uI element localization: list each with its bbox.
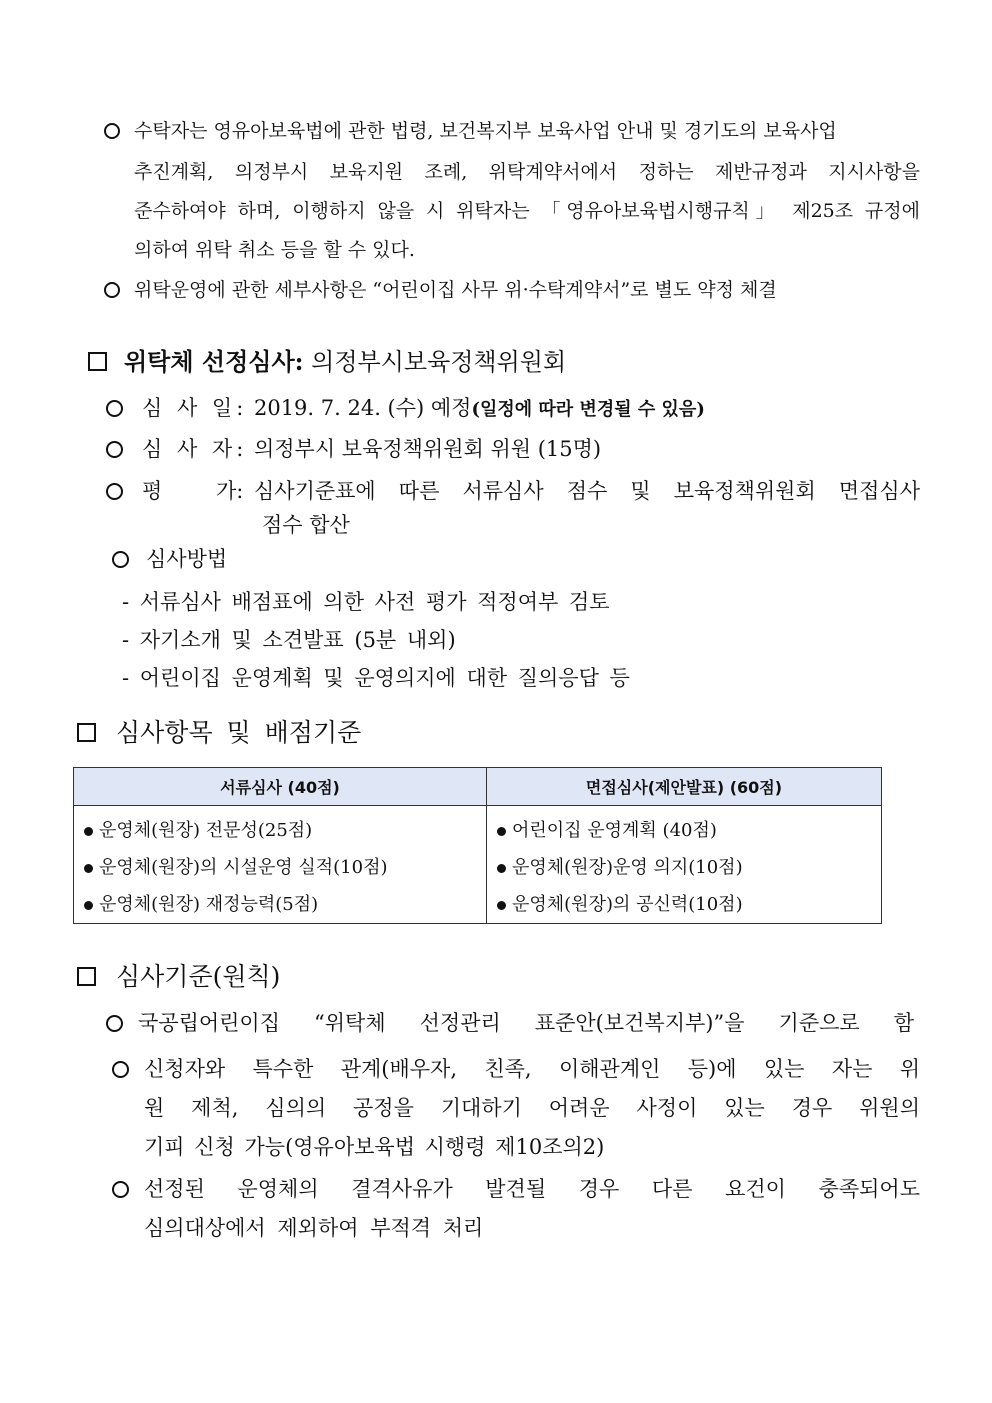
- list-item: [497, 812, 881, 849]
- interview-header: 면접심사(제안발표) (60점): [487, 768, 882, 806]
- scoring-heading: [116, 713, 361, 749]
- list-item: [497, 886, 881, 923]
- exam-eval-label-1: 평: [142, 479, 163, 503]
- criteria-3-text: 심의대상에서 제외하여 부적격 처리: [144, 1216, 484, 1240]
- intro-bullet-2: [134, 275, 777, 302]
- criteria-2-line-2: [144, 1092, 920, 1122]
- method-item: [122, 586, 610, 616]
- dot-bullet-icon: [497, 901, 506, 910]
- list-item-text: 운영체(원장) 전문성(25점): [99, 820, 313, 841]
- criteria-heading: [116, 957, 280, 993]
- exam-eval-line-2: [262, 509, 350, 539]
- text-line: 추진계획, 의정부시 보육지원 조례, 위탁계약서에서 정하는 제반규정과 지시사항을: [134, 161, 920, 183]
- list-item: [497, 849, 881, 886]
- circle-bullet-icon: [112, 1181, 129, 1198]
- table-body-row: [74, 806, 882, 924]
- criteria-2-text: 기피 신청 가능(영유아보육법 시행령 제10조의2): [144, 1135, 605, 1159]
- method-item-text: - 서류심사 배점표에 의한 사전 평가 적정여부 검토: [122, 590, 610, 614]
- selection-heading-bold: 위탁체 선정심사:: [124, 347, 304, 376]
- table-header-row: [74, 768, 882, 806]
- text-line: 의하여 위탁 취소 등을 할 수 있다.: [134, 239, 415, 261]
- method-item: [122, 662, 630, 692]
- circle-bullet-icon: [104, 282, 120, 298]
- circle-bullet-icon: [104, 123, 120, 139]
- dot-bullet-icon: [497, 827, 506, 836]
- exam-judges-value: 의정부시 보육정책위원회 위원 (15명): [247, 437, 602, 461]
- interview-cell: [487, 806, 882, 924]
- intro-bullet-1-line-2: [134, 157, 920, 184]
- circle-bullet-icon: [106, 483, 123, 500]
- method-item-text: - 자기소개 및 소견발표 (5분 내외): [122, 628, 456, 652]
- intro-bullet-1-line-1: [134, 116, 920, 143]
- intro-bullet-1-line-3: [134, 196, 920, 223]
- exam-date-note: (일정에 따라 변경될 수 있음): [471, 399, 705, 420]
- exam-date-value: 2019. 7. 24. (수) 예정: [247, 396, 472, 420]
- exam-judges: [142, 433, 601, 463]
- list-item-text: 운영체(원장) 재정능력(5점): [99, 894, 319, 915]
- exam-method: [146, 543, 227, 573]
- criteria-2-line-1: [144, 1053, 920, 1083]
- dot-bullet-icon: [84, 827, 93, 836]
- circle-bullet-icon: [112, 551, 129, 568]
- scoring-heading-text: 심사항목 및 배점기준: [116, 718, 362, 747]
- criteria-3-text: 선정된 운영체의 결격사유가 발견될 경우 다른 요건이 충족되어도: [144, 1177, 920, 1201]
- list-item: [84, 849, 486, 886]
- circle-bullet-icon: [106, 441, 123, 458]
- exam-judges-label: 심 사 자:: [142, 437, 248, 461]
- exam-date: [142, 392, 705, 422]
- square-bullet-icon: [88, 352, 107, 371]
- criteria-2-text: 신청자와 특수한 관계(배우자, 친족, 이해관계인 등)에 있는 자는 위: [144, 1057, 920, 1081]
- circle-bullet-icon: [112, 1061, 129, 1078]
- selection-heading-rest: 의정부시보육정책위원회: [303, 348, 567, 376]
- criteria-2-line-3: [144, 1131, 604, 1161]
- exam-eval-value-2: 점수 합산: [262, 513, 350, 537]
- method-item: [122, 624, 456, 654]
- doc-review-cell: [74, 806, 487, 924]
- criteria-2-text: 원 제척, 심의의 공정을 기대하기 어려운 사정이 있는 경우 위원의: [144, 1096, 920, 1120]
- criteria-1: [138, 1007, 914, 1037]
- text-line: 위탁운영에 관한 세부사항은 “어린이집 사무 위·수탁계약서”로 별도 약정 체결: [134, 279, 777, 301]
- list-item-text: 운영체(원장)의 시설운영 실적(10점): [99, 857, 388, 878]
- list-item-text: 운영체(원장)의 공신력(10점): [512, 894, 743, 915]
- doc-review-header: 서류심사 (40점): [74, 768, 487, 806]
- selection-heading: [124, 342, 566, 377]
- scoring-table: [73, 767, 882, 924]
- dot-bullet-icon: [84, 864, 93, 873]
- intro-bullet-1-line-4: [134, 235, 415, 262]
- circle-bullet-icon: [106, 1015, 123, 1032]
- exam-eval-label-2: 가:: [216, 479, 244, 503]
- exam-method-label: 심사방법: [146, 547, 228, 571]
- criteria-1-text: 국공립어린이집 “위탁체 선정관리 표준안(보건복지부)”을 기준으로 함: [138, 1011, 914, 1035]
- criteria-heading-text: 심사기준(원칙): [116, 962, 281, 991]
- text-line: 준수하여야 하며, 이행하지 않을 시 위탁자는 「영유아보육법시행규칙」 제25조 규정에: [134, 200, 920, 222]
- exam-date-label: 심 사 일:: [142, 396, 248, 420]
- dot-bullet-icon: [497, 864, 506, 873]
- criteria-3-line-1: [144, 1173, 920, 1203]
- circle-bullet-icon: [106, 400, 123, 417]
- method-item-text: - 어린이집 운영계획 및 운영의지에 대한 질의응답 등: [122, 666, 630, 690]
- list-item-text: 운영체(원장)운영 의지(10점): [512, 857, 743, 878]
- square-bullet-icon: [77, 967, 96, 986]
- criteria-3-line-2: [144, 1212, 483, 1242]
- square-bullet-icon: [77, 723, 96, 742]
- exam-eval-value-1: 심사기준표에 따른 서류심사 점수 및 보육정책위원회 면접심사: [254, 479, 920, 503]
- list-item: [84, 812, 486, 849]
- dot-bullet-icon: [84, 901, 93, 910]
- list-item-text: 어린이집 운영계획 (40점): [512, 820, 717, 841]
- text-line: 수탁자는 영유아보육법에 관한 법령, 보건복지부 보육사업 안내 및 경기도의 보육사업: [134, 120, 837, 142]
- list-item: [84, 886, 486, 923]
